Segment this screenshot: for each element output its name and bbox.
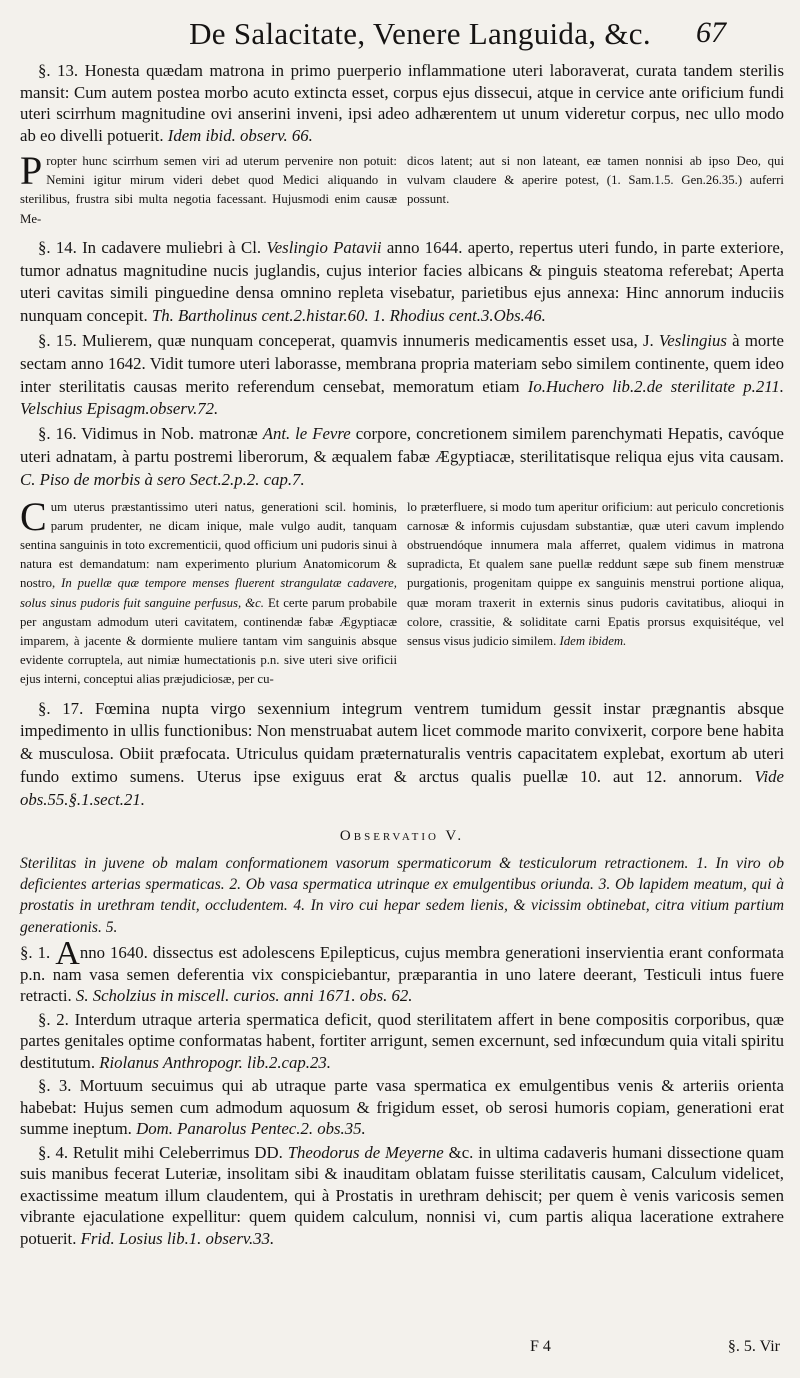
page-footer [20, 1338, 784, 1366]
page-body [20, 60, 784, 1251]
section-15-text-a: §. 15. Mulierem, quæ nunquam conceperat, quamvis innumeris medicamentis esset usa, J. [38, 331, 654, 350]
obs5-section-1-number: §. 1. [20, 943, 51, 963]
commentary-2-left-text-a: um uterus præstantissimo uteri natus, generationi scil. hominis, parum prudenter, ne dicam inique, male vulgo audit, tanquam sentina sanguinis in toto excrementicii, quod officium uni pudoris sinui à natura est demandatum: nam experimento plurium Anatomicorum & nostro, [20, 499, 397, 591]
obs5-section-4 [20, 1142, 784, 1250]
section-15-citation: Io.Huchero lib.2.de sterilitate p.211. Velschius Episagm.observ.72. [20, 376, 784, 419]
section-17-text: §. 17. Fœmina nupta virgo sexennium integrum ventrem tumidum gessit instar prægnantis absque impedimento in ullis functionibus: Non menstruabat autem licet commode marito convixerit, corpore bene habita & musculosa. Obiit præfocata. Utriculus quidam præternaturalis ventris capacitatem explebat, exortum ab uteri fundo extimo sumens. Uterus ipse exiguus erat & arctus qualis puellæ 10. aut 12. annorum. [20, 698, 784, 786]
obs5-section-3-text: §. 3. Mortuum secuimus qui ab utraque parte vasa spermatica ex emulgentibus venis & arteriis orienta habebat: Hujus semen cum admodum aquosum & frigidum esset, ob serosi humoris copiam, generationi erat summe ineptum. [20, 1076, 784, 1139]
obs5-section-3 [20, 1075, 784, 1140]
page-header [100, 16, 740, 62]
commentary-1 [20, 148, 784, 229]
drop-cap: A [55, 935, 80, 973]
commentary-2-left [20, 493, 398, 690]
obs5-section-4-citation: Frid. Losius lib.1. observ.33. [80, 1228, 275, 1248]
section-15 [20, 330, 784, 421]
section-13-text: §. 13. Honesta quædam matrona in primo puerperio inflammatione uteri laboraverat, curata tandem sterilis mansit: Cum autem postea morbo acuto extincta esset, corpus ejus dissecui, atque in cervice ante orificium fundi uteri scirrhum magnitudine ovi anserini inveni, ipsi adeo adhærentem ut unum videretur corpus, nec ullo modo ab eo divelli potuerit. [20, 61, 784, 145]
commentary-2-right-text: lo præterfluere, si modo tum aperitur orificium: aut periculo concretionis carnosæ & informis cujusdam substantiæ, quæ uteri cavum implendo obstruendóque innumera mala afferret, qualem vidimus in matrona supradicta, Et qualem sane puellæ reddunt sæpe sub finem menstruæ purgationis, progenitam quippe ex sanguinis menstrui portione aliqua, quæ moram traxerit in externis sinus pudoris cavitatibus, alioqui in colore, crassitie, & soliditate carni Epatis prorsus exquisitéque, vel sensus visus judicio similem. [407, 499, 784, 648]
section-16-text-b: corpore, concretionem similem parenchymati Hepatis, cavóque uteri adnatam, à partu postremi liberorum, & æqualem fabæ Ægyptiacæ, sterilitatisque reliqua ejus vita causam. [20, 424, 784, 466]
section-17 [20, 698, 784, 812]
section-14-name: Veslingio Patavii [266, 237, 382, 257]
section-15-text-b: à morte sectam anno 1642. Vidit tumore uteri laborasse, membrana propria materiam sebo similem continente, quem ideo inter sterilitatis causas merito referendum censebat, memoratum etiam [20, 331, 784, 396]
commentary-1-left [20, 148, 397, 229]
obs5-section-4-text-a: §. 4. Retulit mihi Celeberrimus DD. [38, 1142, 283, 1162]
obs5-section-4-name: Theodorus de Meyerne [287, 1142, 444, 1162]
section-15-name: Veslingius [658, 331, 727, 350]
obs5-section-1 [20, 935, 784, 1007]
section-14-text-a: §. 14. In cadavere muliebri à Cl. [38, 237, 262, 257]
section-13-citation: Idem ibid. observ. 66. [167, 125, 313, 145]
observation-heading: Observatio V. [339, 827, 465, 844]
drop-cap: P [20, 148, 43, 193]
section-17-citation: Vide obs.55.§.1.sect.21. [20, 767, 784, 809]
obs5-section-1-text: nno 1640. dissectus est adolescens Epilepticus, cujus membra generationi inservientia erant conformata p.n. nam vasa semen deferentia vix conspiciebantur, præparantia in uno latere deerant, Testiculi intus fuere retracti. [20, 943, 784, 1006]
commentary-2-right [407, 498, 784, 690]
obs5-section-4-text-b: &c. in ultima cadaveris humani dissectione quam suis manibus fecerat Luteriæ, insolitam sibi & inauditam oblatam fuisse sterilitatis causam, Calculum videlicet, exactissime meatum illum claudentem, qui à Prostatis in urethram dehiscit; per quem è venis varicosis semen vibrante ejaculatione expellitur: quem quidem calculum, nonnisi vi, cum partis aliqua laceratione extrahere potuerit. [20, 1142, 785, 1248]
section-14-citation: Th. Bartholinus cent.2.histar.60. 1. Rhodius cent.3.Obs.46. [151, 306, 546, 326]
obs5-section-2-citation: Riolanus Anthropogr. lib.2.cap.23. [99, 1052, 331, 1072]
commentary-2 [20, 493, 784, 690]
section-14 [20, 237, 784, 328]
section-14-text-b: anno 1644. aperto, repertus uteri fundo, in parte exteriore, tumor adnatus magnitudine nucis juglandis, cujus interior facies albicans & pinguis steatoma referebat; Aperta uteri cavitas simili pinguedine densa omnino repleta visebatur, parietibus ejus annexa: Hinc annorum induciis nunquam concepit. [20, 237, 784, 326]
section-16-name: Ant. le Fevre [262, 424, 351, 444]
commentary-2-left-citation: In puellæ quæ tempore menses fluerent strangulatæ cadavere, solus sinus pudoris fuit sanguine perfusus, &c. [20, 576, 398, 610]
commentary-2-right-citation: Idem ibidem. [559, 634, 627, 648]
commentary-1-right: dicos latent; aut si non lateant, eæ tamen nonnisi ab ipso Deo, qui vulvam claudere & aperire potest, (1. Sam.1.5. Gen.26.35.) auferri possunt. [407, 154, 784, 207]
observation-summary: Sterilitas in juvene ob malam conformationem vasorum spermaticorum & testiculorum retractionem. 1. In viro ob deficientes arterias spermaticas. 2. Ob vasa spermatica utrinque ex emulgentibus oriunda. 3. Ob lapidem meatum, qui à prostatis in urethram tendit, occludentem. 4. In viro cui hepar sedem lienis, & vicissim obtinebat, citra vitium partium generationis. 5. [20, 854, 784, 936]
running-title: De Salacitate, Venere Languida, &c. [189, 16, 651, 51]
catchword: §. 5. Vir [727, 1338, 780, 1355]
obs5-section-3-citation: Dom. Panarolus Pentec.2. obs.35. [136, 1119, 366, 1139]
commentary-2-left-text-b: Et certe parum probabile per angustam admodum uteri cavitatem, continendæ fabæ Ægyptiacæ imparem, à jacente & dormiente muliere tantam vim sanguinis absque evidente corruptela, aut nimiæ humectationis p.n. sive uteri sive orificii ejus interni, conceptui alias præjudiciosæ, per cu- [20, 595, 397, 687]
commentary-1-left-text: ropter hunc scirrhum semen viri ad uterum pervenire non potuit: Nemini igitur mirum videri debet quod Medici aliquando in sterilibus, frustra sibi multa negotia facessant. Hujusmodi enim causæ Me- [20, 154, 397, 226]
obs5-section-2 [20, 1009, 784, 1074]
section-16-citation: C. Piso de morbis à sero Sect.2.p.2. cap.7. [20, 469, 305, 489]
section-16 [20, 423, 784, 491]
signature-mark: F 4 [530, 1338, 551, 1355]
section-13 [20, 60, 784, 146]
obs5-section-2-text: §. 2. Interdum utraque arteria spermatica deficit, quod sterilitatem affert in bene compositis corporibus, quæ partes genitales optime conformatas habent, fortiter arrigunt, semen excernunt, sed infœcundum quia vitali spiritu destitutum. [20, 1009, 784, 1072]
section-16-text-a: §. 16. Vidimus in Nob. matronæ [38, 424, 258, 444]
obs5-section-1-citation: S. Scholzius in miscell. curios. anni 1671. obs. 62. [75, 986, 413, 1006]
drop-cap: C [20, 493, 47, 539]
page-number: 67 [696, 16, 726, 49]
